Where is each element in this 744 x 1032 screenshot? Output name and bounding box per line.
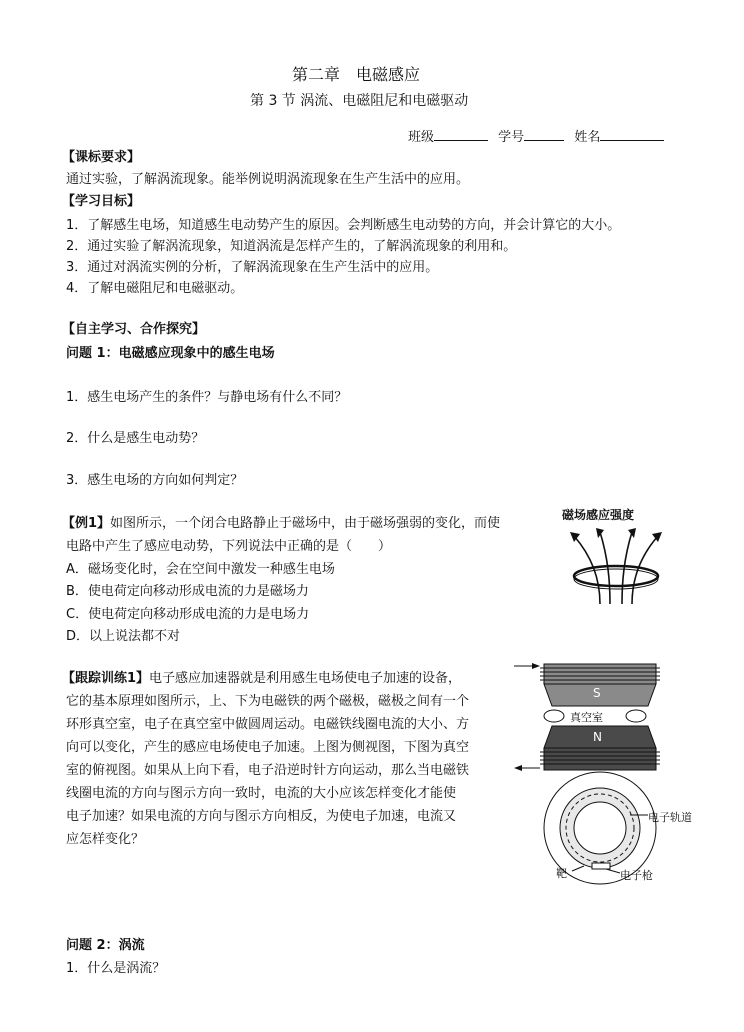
training1-line: 线圈电流的方向与图示方向一致时，电流的大小应该怎样变化才能使 [66,786,457,801]
option-b: B．使电荷定向移动形成电流的力是磁场力 [66,584,309,599]
question1-item: 3．感生电场的方向如何判定？ [66,473,244,488]
objective-item: 3．通过对涡流实例的分析，了解涡流现象在生产生活中的应用。 [66,260,439,275]
student-info [408,126,664,145]
electron-orbit-label: 电子轨道 [648,811,692,824]
field-lines-icon [556,506,676,616]
training1-line: 环形真空室，电子在真空室中做圆周运动。电磁铁线圈电流的大小、方 [66,717,470,732]
question1-title: 问题 1：电磁感应现象中的感生电场 [66,346,275,361]
number-label: 学号 [498,130,525,145]
training1-line: 它的基本原理如图所示，上、下为电磁铁的两个磁极，磁极之间有一个 [66,694,470,709]
question2-item: 1．什么是涡流？ [66,961,166,976]
example1-stem: 如图所示，一个闭合电路静止于磁场中，由于磁场强弱的变化，而使 [110,516,501,531]
training1-line: 向可以变化，产生的感应电场使电子加速。上图为侧视图，下图为真空 [66,740,470,755]
option-c: C．使电荷定向移动形成电流的力是电场力 [66,607,310,622]
training1-text: 电子感应加速器就是利用感生电场使电子加速的设备， [149,671,462,686]
objectives-heading: 【学习目标】 [62,194,141,209]
objective-item: 1．了解感生电场，知道感生电动势产生的原因。会判断感生电动势的方向，并会计算它的大小。 [66,218,621,233]
self-study-heading: 【自主学习、合作探究】 [62,322,206,337]
vacuum-chamber-label: 真空室 [570,711,603,724]
option-d: D．以上说法都不对 [66,629,181,644]
question1-item: 2．什么是感生电动势？ [66,431,205,446]
chapter-title: 第二章 电磁感应 [292,65,421,84]
example1-line1 [62,512,500,531]
option-a: A．磁场变化时，会在空间中激发一种感生电场 [66,562,335,577]
training1-line: 电子加速？如果电流的方向与图示方向相反，为使电子加速，电流又 [66,809,457,824]
betatron-diagram-icon [510,660,700,885]
question1-item: 1．感生电场产生的条件？与静电场有什么不同？ [66,390,348,405]
example1-line2: 电路中产生了感应电动势，下列说法中正确的是（ ） [66,539,392,554]
pole-n: N [593,730,602,744]
training1-line: 应怎样变化？ [66,832,145,847]
question2-title: 问题 2：涡流 [66,938,145,953]
figure-label: 磁场感应强度 [562,508,635,522]
objective-item: 4．了解电磁阻尼和电磁驱动。 [66,281,244,296]
betatron-figure [510,660,700,885]
curriculum-text: 通过实验，了解涡流现象。能举例说明涡流现象在生产生活中的应用。 [66,172,470,187]
class-label: 班级 [408,130,435,145]
pole-s: S [593,686,601,700]
training1-line1 [62,667,461,686]
curriculum-heading: 【课标要求】 [62,150,141,165]
number-blank[interactable] [524,126,564,141]
objective-item: 2．通过实验了解涡流现象，知道涡流是怎样产生的，了解涡流现象的利用和。 [66,239,517,254]
class-blank[interactable] [434,126,488,141]
name-label: 姓名 [574,130,601,145]
name-blank[interactable] [600,126,664,141]
training1-tag: 【跟踪训练1】 [62,671,150,686]
section-title: 第 3 节 涡流、电磁阻尼和电磁驱动 [250,93,469,109]
electron-gun-label: 电子枪 [620,869,653,882]
target-label: 靶 [556,867,567,880]
example1-tag: 【例1】 [62,516,111,531]
training1-line: 室的俯视图。如果从上向下看，电子沿逆时针方向运动，那么当电磁铁 [66,763,470,778]
magnetic-field-figure [556,506,676,616]
